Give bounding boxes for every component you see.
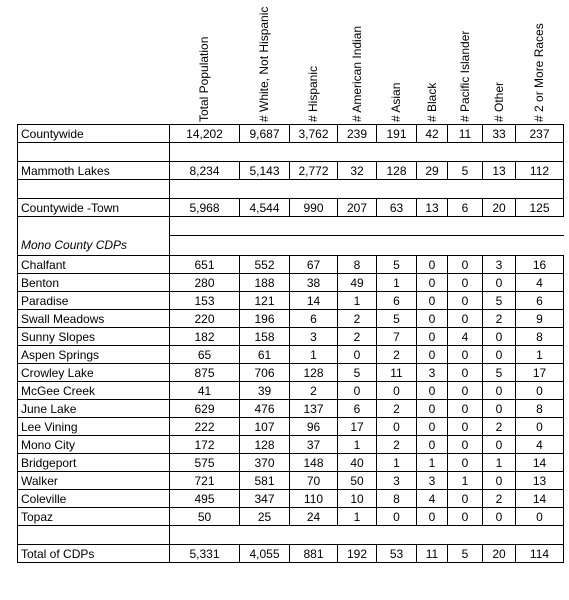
spacer-row <box>18 526 564 545</box>
table-cell: 0 <box>516 382 564 400</box>
table-cell: 5 <box>483 364 516 382</box>
table-cell: 0 <box>377 508 417 526</box>
spacer-row <box>18 143 564 162</box>
table-cell: 4 <box>516 274 564 292</box>
table-cell: 1 <box>377 274 417 292</box>
table-cell: 53 <box>377 545 417 563</box>
table-cell: 0 <box>417 292 448 310</box>
table-cell: 0 <box>448 400 483 418</box>
table-cell: 2 <box>483 310 516 328</box>
table-cell: 13 <box>483 162 516 180</box>
table-cell: 5 <box>448 545 483 563</box>
column-header-label: # Pacific Islander <box>457 30 472 122</box>
table-cell: 191 <box>377 125 417 143</box>
table-cell: 0 <box>516 418 564 436</box>
table-cell: 220 <box>170 310 240 328</box>
table-cell: 370 <box>240 454 290 472</box>
spacer-value-cell <box>170 180 564 199</box>
table-row <box>18 274 564 292</box>
column-header <box>289 0 337 124</box>
table-cell: 0 <box>448 310 483 328</box>
table-cell: 33 <box>483 125 516 143</box>
table-row <box>18 292 564 310</box>
table-cell: 0 <box>448 256 483 274</box>
spacer-label-cell <box>18 180 170 199</box>
table-cell: 0 <box>448 346 483 364</box>
row-label: Countywide <box>18 125 170 143</box>
spacer-value-cell <box>170 526 564 545</box>
table-cell: 2 <box>377 400 417 418</box>
table-cell: 121 <box>240 292 290 310</box>
table-cell: 3 <box>483 256 516 274</box>
table-cell: 1 <box>483 454 516 472</box>
table-cell: 0 <box>483 382 516 400</box>
column-header <box>447 0 482 124</box>
table-cell: 6 <box>290 310 338 328</box>
table-cell: 237 <box>516 125 564 143</box>
table-cell: 1 <box>516 346 564 364</box>
table-cell: 0 <box>417 508 448 526</box>
table-cell: 6 <box>448 199 483 217</box>
table-row <box>18 346 564 364</box>
table-row <box>18 436 564 454</box>
table-cell: 5,968 <box>170 199 240 217</box>
table-cell: 20 <box>483 199 516 217</box>
table-cell: 13 <box>516 472 564 490</box>
table-cell: 3,762 <box>290 125 338 143</box>
row-label: Sunny Slopes <box>18 328 170 346</box>
column-header <box>515 0 563 124</box>
table-cell: 5,143 <box>240 162 290 180</box>
table-cell: 706 <box>240 364 290 382</box>
table-cell: 2 <box>338 310 377 328</box>
section-blank <box>170 236 564 256</box>
table-cell: 4 <box>448 328 483 346</box>
column-header-label: # Asian <box>389 82 403 122</box>
table-cell: 172 <box>170 436 240 454</box>
row-label: Total of CDPs <box>18 545 170 563</box>
table-cell: 11 <box>377 364 417 382</box>
table-cell: 495 <box>170 490 240 508</box>
row-label: Topaz <box>18 508 170 526</box>
table-cell: 182 <box>170 328 240 346</box>
table-cell: 9 <box>516 310 564 328</box>
table-cell: 4,544 <box>240 199 290 217</box>
spacer-label-cell <box>18 526 170 545</box>
table-cell: 0 <box>483 328 516 346</box>
row-label: Mono City <box>18 436 170 454</box>
column-header <box>169 0 239 124</box>
table-cell: 7 <box>377 328 417 346</box>
table-cell: 3 <box>290 328 338 346</box>
table-cell: 5 <box>377 310 417 328</box>
table-row <box>18 328 564 346</box>
table-cell: 49 <box>338 274 377 292</box>
table-cell: 0 <box>516 508 564 526</box>
table-cell: 128 <box>377 162 417 180</box>
column-header-label: # Other <box>491 81 506 122</box>
table-cell: 128 <box>240 436 290 454</box>
table-row <box>18 508 564 526</box>
table-cell: 4,055 <box>240 545 290 563</box>
table-cell: 29 <box>417 162 448 180</box>
table-cell: 17 <box>516 364 564 382</box>
table-cell: 17 <box>338 418 377 436</box>
table-cell: 8 <box>377 490 417 508</box>
table-cell: 196 <box>240 310 290 328</box>
table-cell: 4 <box>516 436 564 454</box>
table-cell: 8,234 <box>170 162 240 180</box>
table-cell: 581 <box>240 472 290 490</box>
spacer-label-cell <box>18 217 170 236</box>
table-cell: 14 <box>516 454 564 472</box>
spacer-value-cell <box>170 217 564 236</box>
table-cell: 192 <box>338 545 377 563</box>
table-cell: 629 <box>170 400 240 418</box>
table-row <box>18 490 564 508</box>
table-cell: 32 <box>338 162 377 180</box>
table-cell: 67 <box>290 256 338 274</box>
column-header <box>482 0 515 124</box>
table-cell: 8 <box>516 328 564 346</box>
table-cell: 137 <box>290 400 338 418</box>
table-cell: 153 <box>170 292 240 310</box>
column-header-label: # 2 or More Races <box>532 23 546 122</box>
table-cell: 0 <box>417 346 448 364</box>
table-cell: 70 <box>290 472 338 490</box>
table-cell: 0 <box>448 382 483 400</box>
column-header <box>376 0 416 124</box>
table-cell: 65 <box>170 346 240 364</box>
column-header <box>416 0 447 124</box>
table-cell: 1 <box>377 454 417 472</box>
column-header-label: # American Indian <box>349 25 364 122</box>
table-cell: 41 <box>170 382 240 400</box>
table-cell: 112 <box>516 162 564 180</box>
table-row <box>18 545 564 563</box>
table-cell: 1 <box>338 436 377 454</box>
row-label: Walker <box>18 472 170 490</box>
table-cell: 280 <box>170 274 240 292</box>
table-cell: 2,772 <box>290 162 338 180</box>
table-cell: 0 <box>377 382 417 400</box>
table-cell: 0 <box>448 274 483 292</box>
table-cell: 0 <box>417 256 448 274</box>
table-cell: 0 <box>417 274 448 292</box>
table-cell: 0 <box>338 346 377 364</box>
section-label: Mono County CDPs <box>18 236 170 256</box>
table-cell: 0 <box>417 310 448 328</box>
table-row <box>18 199 564 217</box>
table-cell: 11 <box>448 125 483 143</box>
column-header <box>239 0 289 124</box>
table-cell: 16 <box>516 256 564 274</box>
row-label: Paradise <box>18 292 170 310</box>
table-row <box>18 382 564 400</box>
table-cell: 990 <box>290 199 338 217</box>
table-row <box>18 454 564 472</box>
table-cell: 40 <box>338 454 377 472</box>
table-cell: 38 <box>290 274 338 292</box>
table-row <box>18 256 564 274</box>
row-label: Chalfant <box>18 256 170 274</box>
table-cell: 5 <box>377 256 417 274</box>
table-cell: 188 <box>240 274 290 292</box>
table-cell: 9,687 <box>240 125 290 143</box>
row-label: Benton <box>18 274 170 292</box>
population-table <box>17 124 564 563</box>
table-cell: 3 <box>417 364 448 382</box>
table-cell: 13 <box>417 199 448 217</box>
table-cell: 4 <box>417 490 448 508</box>
table-cell: 552 <box>240 256 290 274</box>
table-cell: 0 <box>448 454 483 472</box>
table-cell: 207 <box>338 199 377 217</box>
spacer-label-cell <box>18 143 170 162</box>
row-label: Countywide -Town <box>18 199 170 217</box>
table-cell: 0 <box>483 508 516 526</box>
table-cell: 5 <box>483 292 516 310</box>
table-cell: 63 <box>377 199 417 217</box>
table-cell: 875 <box>170 364 240 382</box>
spacer-row <box>18 217 564 236</box>
row-label: Bridgeport <box>18 454 170 472</box>
table-cell: 239 <box>338 125 377 143</box>
column-header-label: Total Population <box>197 36 211 122</box>
table-cell: 2 <box>338 328 377 346</box>
table-cell: 10 <box>338 490 377 508</box>
table-cell: 1 <box>417 454 448 472</box>
table-cell: 14 <box>516 490 564 508</box>
table-cell: 50 <box>338 472 377 490</box>
table-cell: 61 <box>240 346 290 364</box>
table-cell: 2 <box>290 382 338 400</box>
table-cell: 347 <box>240 490 290 508</box>
table-cell: 1 <box>448 472 483 490</box>
table-cell: 651 <box>170 256 240 274</box>
table-cell: 0 <box>417 436 448 454</box>
row-label: Swall Meadows <box>18 310 170 328</box>
table-cell: 39 <box>240 382 290 400</box>
table-cell: 2 <box>377 346 417 364</box>
table-cell: 6 <box>338 400 377 418</box>
table-cell: 20 <box>483 545 516 563</box>
table-cell: 96 <box>290 418 338 436</box>
table-cell: 11 <box>417 545 448 563</box>
table-row <box>18 418 564 436</box>
table-cell: 158 <box>240 328 290 346</box>
table-cell: 2 <box>483 490 516 508</box>
table-cell: 0 <box>417 382 448 400</box>
table-cell: 1 <box>338 508 377 526</box>
column-header <box>337 0 376 124</box>
table-cell: 5,331 <box>170 545 240 563</box>
table-cell: 107 <box>240 418 290 436</box>
table-cell: 148 <box>290 454 338 472</box>
table-cell: 0 <box>417 400 448 418</box>
table-cell: 721 <box>170 472 240 490</box>
table-cell: 0 <box>448 292 483 310</box>
table-cell: 0 <box>483 346 516 364</box>
table-row <box>18 162 564 180</box>
table-cell: 476 <box>240 400 290 418</box>
row-label: Crowley Lake <box>18 364 170 382</box>
table-cell: 0 <box>448 490 483 508</box>
table-cell: 1 <box>338 292 377 310</box>
column-header-label: # Black <box>424 82 439 122</box>
table-cell: 575 <box>170 454 240 472</box>
row-label: Lee Vining <box>18 418 170 436</box>
table-cell: 37 <box>290 436 338 454</box>
table-cell: 6 <box>516 292 564 310</box>
table-cell: 222 <box>170 418 240 436</box>
row-label: Mammoth Lakes <box>18 162 170 180</box>
table-cell: 14,202 <box>170 125 240 143</box>
table-cell: 0 <box>338 382 377 400</box>
table-cell: 0 <box>448 364 483 382</box>
row-label: June Lake <box>18 400 170 418</box>
table-cell: 0 <box>417 418 448 436</box>
table-cell: 0 <box>448 508 483 526</box>
table-cell: 5 <box>338 364 377 382</box>
row-label: Coleville <box>18 490 170 508</box>
table-cell: 2 <box>483 418 516 436</box>
table-cell: 0 <box>448 418 483 436</box>
spacer-value-cell <box>170 143 564 162</box>
table-row <box>18 472 564 490</box>
table-cell: 14 <box>290 292 338 310</box>
table-cell: 8 <box>516 400 564 418</box>
table-cell: 125 <box>516 199 564 217</box>
table-cell: 42 <box>417 125 448 143</box>
table-row <box>18 400 564 418</box>
table-cell: 0 <box>417 328 448 346</box>
table-cell: 8 <box>338 256 377 274</box>
row-label: Aspen Springs <box>18 346 170 364</box>
table-cell: 6 <box>377 292 417 310</box>
table-cell: 0 <box>483 436 516 454</box>
table-cell: 0 <box>448 436 483 454</box>
table-cell: 881 <box>290 545 338 563</box>
table-cell: 110 <box>290 490 338 508</box>
table-cell: 128 <box>290 364 338 382</box>
table-cell: 114 <box>516 545 564 563</box>
row-label: McGee Creek <box>18 382 170 400</box>
table-cell: 0 <box>483 274 516 292</box>
table-cell: 50 <box>170 508 240 526</box>
table-row <box>18 364 564 382</box>
table-cell: 0 <box>377 418 417 436</box>
table-cell: 2 <box>377 436 417 454</box>
table-cell: 24 <box>290 508 338 526</box>
table-cell: 3 <box>377 472 417 490</box>
table-cell: 1 <box>290 346 338 364</box>
table-cell: 25 <box>240 508 290 526</box>
table-cell: 0 <box>483 472 516 490</box>
column-header-label: # Hispanic <box>306 65 320 122</box>
table-cell: 3 <box>417 472 448 490</box>
section-header-row <box>18 236 564 256</box>
table-row <box>18 125 564 143</box>
table-row <box>18 310 564 328</box>
column-header-label: # White, Not Hispanic <box>257 6 271 122</box>
spacer-row <box>18 180 564 199</box>
table-cell: 5 <box>448 162 483 180</box>
table-cell: 0 <box>483 400 516 418</box>
